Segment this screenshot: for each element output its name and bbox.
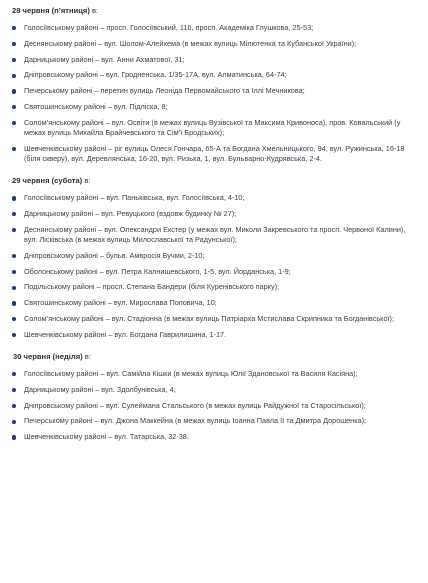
list-item-text: Голосіївському районі – вул. Паньківська, вул. Голосіївська, 4-10; [24,193,245,203]
bullet-icon [12,317,16,321]
district-list [12,23,420,164]
section-heading [12,6,420,16]
day-section-june-29 [12,176,420,340]
list-item-text: Деснянському районі – вул. Олександри Екстер (у межах вул. Миколи Закревського та просп. Червоної Калини), вул. Лісківська (в межах вулиць Милославської та Радунської); [24,224,406,244]
bullet-icon [12,212,16,216]
bullet-icon [12,58,16,62]
list-item [12,385,420,395]
list-item-text: Шевченківському районі – вул. Богдана Гаврилишина, 1-17. [24,329,227,339]
section-heading [13,352,420,362]
section-suffix: в: [89,6,99,15]
list-item [12,298,420,308]
district-list [12,193,420,340]
section-suffix: в: [82,351,91,361]
list-item [12,86,420,96]
list-item-text: Дарницькому районі – вул. Анни Ахматової, 31; [24,54,185,64]
list-item [12,55,420,65]
list-item [12,330,420,340]
list-item-text: Голосіївському районі – вул. Самійла Кішки (в межах вулиць Юлії Здановської та Василя Касіяна); [24,368,358,378]
bullet-icon [12,196,16,200]
list-item [12,416,420,426]
bullet-icon [12,228,16,232]
bullet-icon [12,254,16,258]
list-item [12,401,420,411]
list-item [12,267,420,277]
list-item-text: Дарницькому районі – вул. Ревуцького (вздовж будинку № 27); [24,208,237,218]
bullet-icon [12,420,16,424]
section-date: 28 червня (п’ятниця) [12,6,90,15]
bullet-icon [12,74,16,78]
bullet-icon [12,105,16,109]
list-item [12,225,420,245]
list-item-text: Дніпровському районі – вул. Сулеймана Стальського (в межах вулиць Райдужної та Старосільської); [24,400,366,410]
list-item-text: Святошинському районі – вул. Мирослава Поповича, 10; [24,298,217,308]
list-item-text: Солом’янському районі – вул. Стадіонна (в межах вулиць Патріарха Мстислава Скрипника та Богданівської); [24,313,394,323]
section-date: 29 червня (субота) [12,176,83,186]
section-heading [12,176,420,186]
list-item [12,144,420,164]
list-item [12,70,420,80]
list-item-text: Дніпровському районі – вул. Гродненська, 1/35-17А, вул. Алматинська, 64-74; [24,70,287,80]
list-item [12,209,420,219]
bullet-icon [12,89,16,93]
list-item [12,118,420,138]
bullet-icon [12,372,16,376]
bullet-icon [12,286,16,290]
list-item [12,23,420,33]
bullet-icon [12,42,16,46]
list-item [12,314,420,324]
list-item-text: Деснянському районі – вул. Шолом-Алейхема (в межах вулиць Мілютенка та Кубанської України); [24,38,357,48]
list-item [12,282,420,292]
list-item-text: Святошинському районі – вул. Підліска, 8; [24,101,168,111]
list-item-text: Шевченківському районі – вул. Татарська, 32-38. [24,432,189,442]
bullet-icon [12,270,16,274]
list-item-text: Оболонському районі – вул. Петра Калнишевського, 1-5, вул. Йорданська, 1-9; [24,266,291,276]
section-date: 30 червня (неділя) [13,351,83,361]
list-item-text: Подільському районі – просп. Степана Бандери (біля Куренівського парку); [24,282,280,292]
list-item [12,102,420,112]
day-section-june-30 [12,352,420,442]
day-section-june-28 [12,6,420,164]
section-suffix: в: [82,176,91,186]
list-item [12,193,420,203]
bullet-icon [12,404,16,408]
bullet-icon [12,147,16,151]
list-item-text: Голосіївському районі – просп. Голосіївський, 116, просп. Академіка Глушкова, 25-53; [24,23,314,32]
list-item-text: Солом’янському районі – вул. Освіти (в межах вулиць Вузівської та Максима Кривоноса), пров. Ковальський (у межах вулиць Михайла Брайчевського та Сім’ї Бродських); [24,117,401,137]
bullet-icon [12,121,16,125]
list-item-text: Дніпровському районі – бульв. Амвросія Бучми, 2-10; [24,250,205,260]
bullet-icon [12,26,16,30]
bullet-icon [12,301,16,305]
bullet-icon [12,435,16,439]
list-item [12,432,420,442]
list-item [12,369,420,379]
district-list [12,369,420,442]
list-item-text: Печерському районі – перетин вулиць Леоніда Первомайського та Іллі Мечникова; [24,86,305,96]
list-item [12,251,420,261]
list-item-text: Шевченківському районі – ріг вулиць Олеся Гончара, 65-А та Богдана Хмельницького, 94, вул. Ружинська, 16-18 (біля скверу), вул. Деревлянська, 16-20, вул. Ризька, 1, вул. Бульварно-Кудрявська, 2-4. [24,143,405,163]
list-item [12,39,420,49]
bullet-icon [12,333,16,337]
list-item-text: Дарницькому районі – вул. Здолбунівська, 4; [24,384,176,394]
list-item-text: Печерському районі – вул. Джона Маккейна (в межах вулиць Іоанна Павла ІІ та Дмитра Дорошенка); [24,416,367,426]
bullet-icon [12,388,16,392]
